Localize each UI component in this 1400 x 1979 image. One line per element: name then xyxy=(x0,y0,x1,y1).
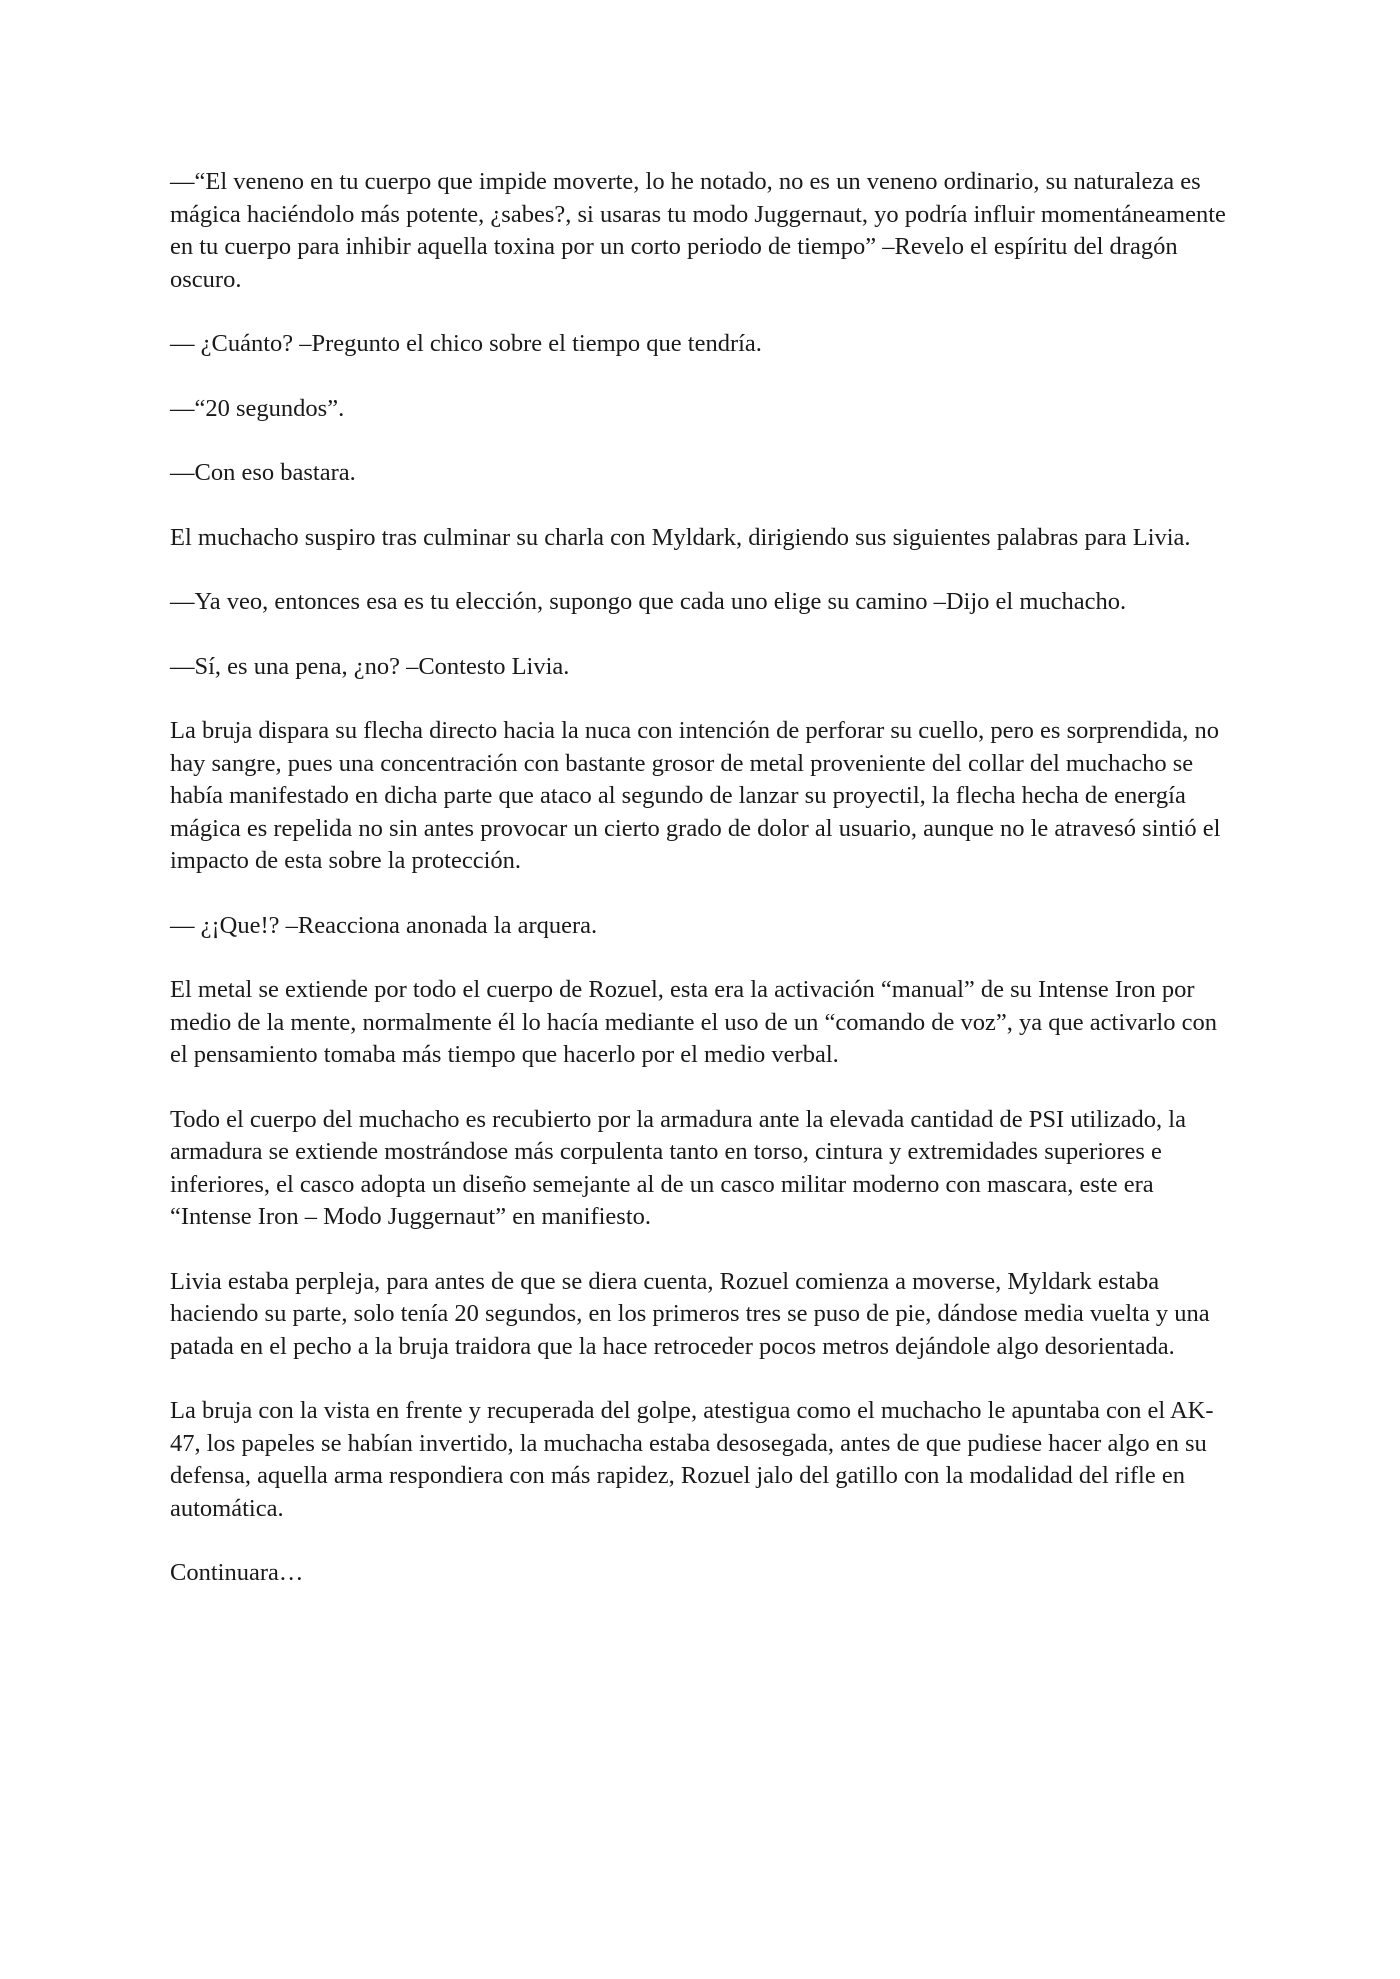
paragraph-7: —Sí, es una pena, ¿no? –Contesto Livia. xyxy=(170,652,570,680)
paragraph-9: — ¿¡Que!? –Reacciona anonada la arquera. xyxy=(170,911,598,939)
paragraph-6: —Ya veo, entonces esa es tu elección, supongo que cada uno elige su camino –Dijo el muchacho. xyxy=(170,588,1127,615)
paragraph-13: La bruja con la vista en frente y recuperada del golpe, atestigua como el muchacho le apuntaba con el AK-47, los papeles se habían invertido, la muchacha estaba desosegada, antes de que pudiese hacer algo en su defensa, aquella arma respondiera con más rapidez, Rozuel jalo del gatillo con la modalidad del rifle en automática. xyxy=(170,1397,1214,1522)
paragraph-2: — ¿Cuánto? –Pregunto el chico sobre el tiempo que tendría. xyxy=(170,330,762,357)
paragraph-11: Todo el cuerpo del muchacho es recubierto por la armadura ante la elevada cantidad de PSI utilizado, la armadura se extiende mostrándose más corpulenta tanto en torso, cintura y extremidades superiores e inferiores, el casco adopta un diseño semejante al de un casco militar moderno con mascara, este era “Intense Iron – Modo Juggernaut” en manifiesto. xyxy=(170,1105,1186,1230)
paragraph-5: El muchacho suspiro tras culminar su charla con Myldark, dirigiendo sus siguientes palabras para Livia. xyxy=(170,523,1191,551)
paragraph-12: Livia estaba perpleja, para antes de que se diera cuenta, Rozuel comienza a moverse, Myldark estaba haciendo su parte, solo tenía 20 segundos, en los primeros tres se puso de pie, dándose media vuelta y una patada en el pecho a la bruja traidora que la hace retroceder pocos metros dejándole algo desorientada. xyxy=(170,1267,1210,1360)
paragraph-10: El metal se extiende por todo el cuerpo de Rozuel, esta era la activación “manual” de su Intense Iron por medio de la mente, normalmente él lo hacía mediante el uso de un “comando de voz”, ya que activarlo con el pensamiento tomaba más tiempo que hacerlo por el medio verbal. xyxy=(170,976,1217,1068)
paragraph-14: Continuara… xyxy=(170,1559,304,1586)
document-body xyxy=(170,166,1240,1622)
paragraph-3: —“20 segundos”. xyxy=(170,394,345,422)
paragraph-8: La bruja dispara su flecha directo hacia la nuca con intención de perforar su cuello, pero es sorprendida, no hay sangre, pues una concentración con bastante grosor de metal proveniente del collar del muchacho se había manifestado en dicha parte que ataco al segundo de lanzar su proyectil, la flecha hecha de energía mágica es repelida no sin antes provocar un cierto grado de dolor al usuario, aunque no le atravesó sintió el impacto de esta sobre la protección. xyxy=(170,717,1221,874)
paragraph-4: —Con eso bastara. xyxy=(170,459,356,486)
paragraph-1: —“El veneno en tu cuerpo que impide moverte, lo he notado, no es un veneno ordinario, su naturaleza es mágica haciéndolo más potente, ¿sabes?, si usaras tu modo Juggernaut, yo podría influir momentáneamente en tu cuerpo para inhibir aquella toxina por un corto periodo de tiempo” –Revelo el espíritu del dragón oscuro. xyxy=(170,168,1226,293)
